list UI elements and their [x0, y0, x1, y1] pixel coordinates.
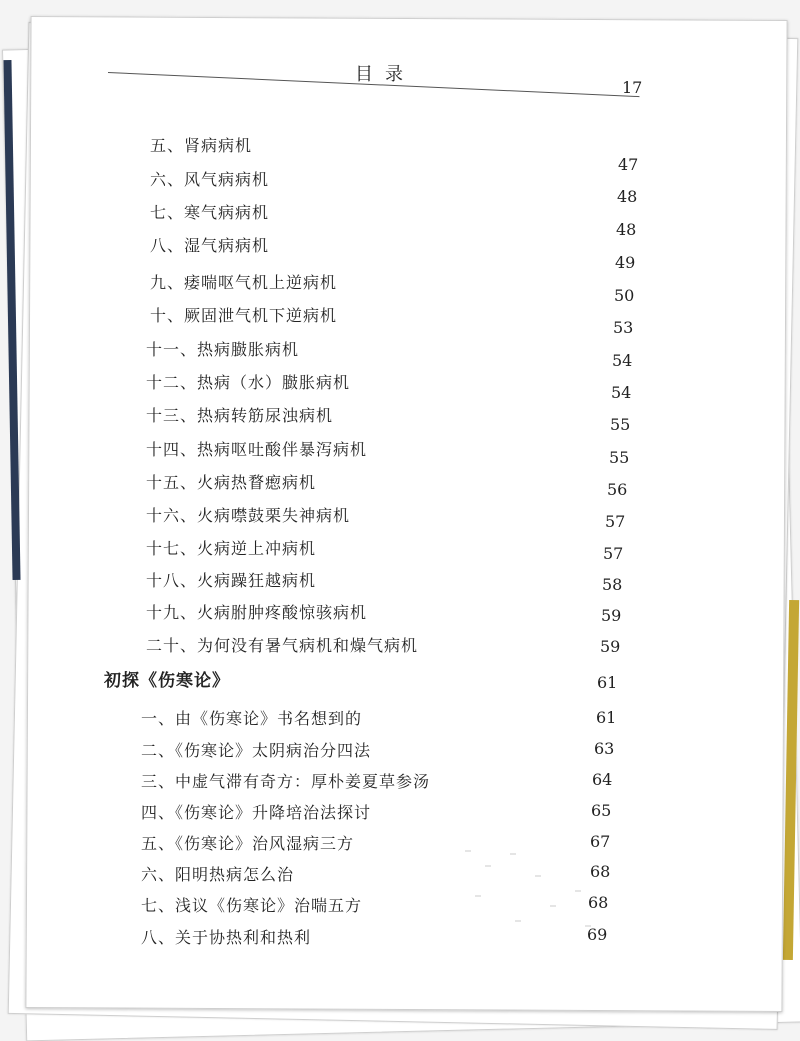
toc-entry-page: 57: [605, 512, 626, 531]
toc-entry-page: 47: [618, 155, 639, 174]
show-through-text: [455, 845, 605, 935]
toc-entry-title: 十、厥固泄气机下逆病机: [150, 306, 338, 325]
toc-entry-title: 十三、热病转筋尿浊病机: [146, 406, 334, 425]
toc-entry-title: 一、由《伤寒论》书名想到的: [141, 709, 363, 728]
toc-entry-page: 61: [596, 708, 617, 727]
toc-entry-title: 四、《伤寒论》升降培治法探讨: [141, 803, 372, 822]
toc-entry-page: 50: [614, 286, 635, 305]
toc-entry-page: 63: [594, 739, 615, 758]
toc-entry-title: 十九、火病胕肿疼酸惊骇病机: [146, 603, 368, 622]
toc-entry-title: 二十、为何没有暑气病机和燥气病机: [146, 636, 419, 655]
toc-entry-title: 十一、热病臌胀病机: [146, 340, 300, 359]
toc-entry-page: 54: [611, 383, 632, 402]
toc-entry-page: 58: [602, 575, 623, 594]
toc-entry-page: 54: [612, 351, 633, 370]
toc-entry-title: 五、《伤寒论》治风湿病三方: [141, 834, 355, 853]
toc-entry-page: 56: [607, 480, 628, 499]
toc-entry-page: 61: [597, 673, 618, 692]
toc-entry-title: 十六、火病噤鼓栗失神病机: [146, 506, 351, 525]
page-sheet: [25, 16, 787, 1012]
toc-entry-title: 七、寒气病病机: [150, 203, 270, 222]
toc-entry-title: 六、阳明热病怎么治: [141, 865, 295, 884]
toc-entry-page: 68: [590, 862, 611, 881]
toc-entry-page: 55: [609, 448, 630, 467]
toc-entry-page: 55: [610, 415, 631, 434]
toc-entry-title: 六、风气病病机: [150, 170, 270, 189]
toc-entry-title: 三、中虚气滞有奇方：厚朴姜夏草参汤: [141, 772, 431, 791]
page-number: 17: [622, 78, 643, 97]
toc-entry-title: 七、浅议《伤寒论》治喘五方: [141, 896, 363, 915]
toc-entry-title: 十七、火病逆上冲病机: [146, 539, 317, 558]
toc-entry-page: 53: [613, 318, 634, 337]
toc-entry-page: 67: [590, 832, 611, 851]
toc-entry-title: 八、关于协热利和热利: [141, 928, 312, 947]
toc-entry-title: 二、《伤寒论》太阴病治分四法: [141, 741, 372, 760]
toc-entry-title: 十二、热病（水）臌胀病机: [146, 373, 351, 392]
toc-entry-page: 59: [600, 637, 621, 656]
toc-entry-title: 十五、火病热瞀瘛病机: [146, 473, 317, 492]
toc-entry-page: 69: [587, 925, 608, 944]
toc-entry-page: 64: [592, 770, 613, 789]
toc-entry-page: 48: [617, 187, 638, 206]
toc-entry-page: 49: [615, 253, 636, 272]
toc-section-title: 初探《伤寒论》: [104, 671, 230, 691]
toc-entry-page: 48: [616, 220, 637, 239]
toc-entry-title: 九、痿喘呕气机上逆病机: [150, 273, 338, 292]
toc-entry-page: 57: [603, 544, 624, 563]
page-title: 目录: [355, 64, 415, 85]
toc-entry-title: 五、肾病病机: [150, 136, 253, 155]
toc-entry-page: 68: [588, 893, 609, 912]
toc-entry-title: 十四、热病呕吐酸伴暴泻病机: [146, 440, 368, 459]
toc-entry-title: 十八、火病躁狂越病机: [146, 571, 317, 590]
toc-entry-page: 59: [601, 606, 622, 625]
toc-entry-title: 八、湿气病病机: [150, 236, 270, 255]
toc-entry-page: 65: [591, 801, 612, 820]
